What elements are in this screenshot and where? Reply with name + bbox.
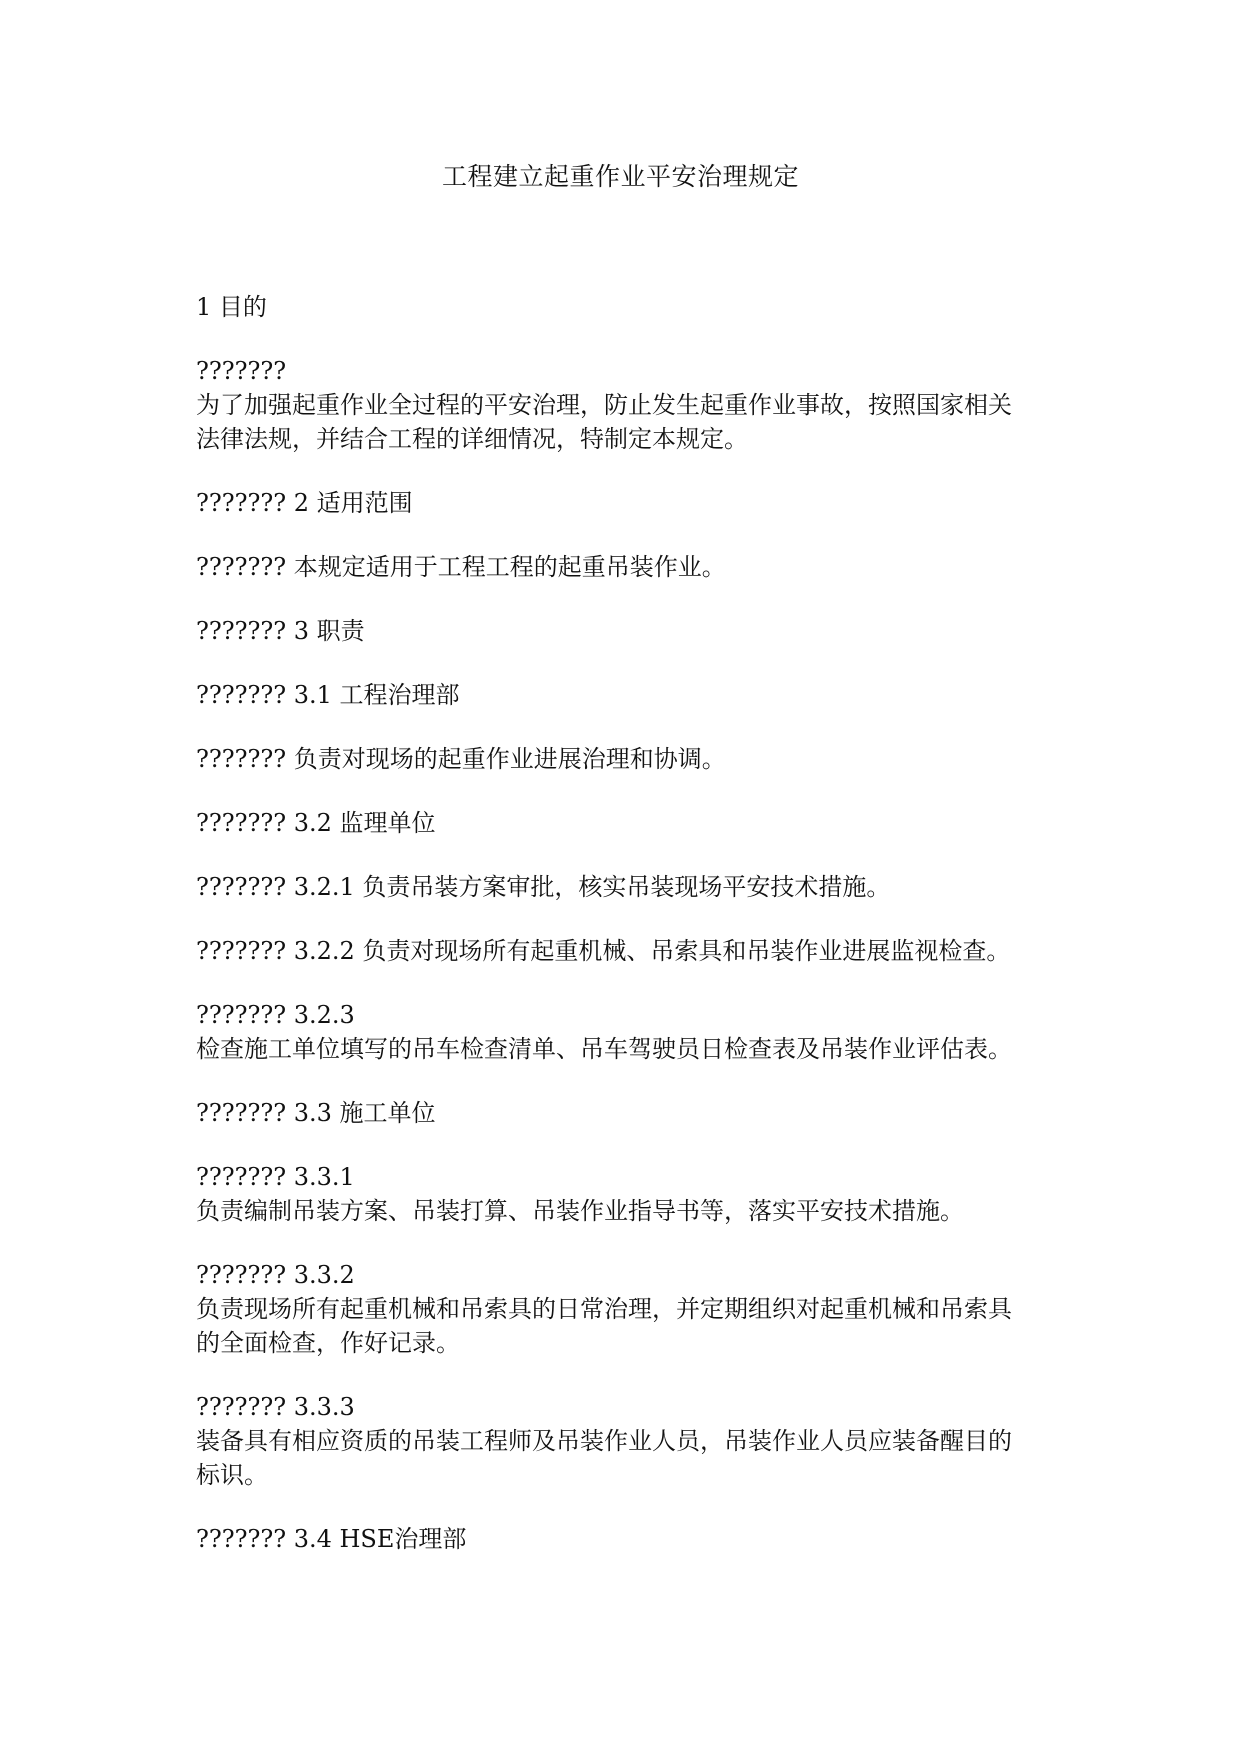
paragraph-line: ??????? 3.3.3 (196, 1393, 355, 1421)
document-paragraph (196, 742, 1056, 776)
document-paragraph (196, 1160, 1056, 1228)
paragraph-line: 检查施工单位填写的吊车检查清单、吊车驾驶员日检查表及吊装作业评估表。 (196, 1035, 1012, 1063)
paragraph-line: 的全面检查，作好记录。 (196, 1329, 460, 1357)
document-paragraph (196, 1390, 1056, 1492)
paragraph-line: 装备具有相应资质的吊装工程师及吊装作业人员，吊装作业人员应装备醒目的 (196, 1427, 1012, 1455)
paragraph-line: 法律法规，并结合工程的详细情况，特制定本规定。 (196, 425, 748, 453)
document-paragraph (196, 354, 1056, 456)
paragraph-line: 负责现场所有起重机械和吊索具的日常治理，并定期组织对起重机械和吊索具 (196, 1295, 1012, 1323)
paragraph-line: ??????? 3.3.1 (196, 1163, 355, 1191)
paragraph-line: ??????? 3.2.2 负责对现场所有起重机械、吊索具和吊装作业进展监视检查。 (196, 937, 1011, 965)
paragraph-line: ??????? 3 职责 (196, 617, 365, 645)
paragraph-line: 为了加强起重作业全过程的平安治理，防止发生起重作业事故，按照国家相关 (196, 391, 1012, 419)
paragraph-line: ??????? 负责对现场的起重作业进展治理和协调。 (196, 745, 726, 773)
paragraph-line: 标识。 (196, 1461, 268, 1489)
document-paragraph (196, 806, 1056, 840)
document-title: 工程建立起重作业平安治理规定 (441, 162, 799, 191)
document-paragraph (196, 614, 1056, 648)
document-paragraph (196, 1096, 1056, 1130)
document-paragraph (196, 678, 1056, 712)
document-paragraph (196, 934, 1056, 968)
paragraph-line: ??????? 3.4 HSE治理部 (196, 1525, 467, 1553)
paragraph-line: ??????? 3.3.2 (196, 1261, 355, 1289)
paragraph-line: ??????? 3.1 工程治理部 (196, 681, 460, 709)
paragraph-line: ??????? (196, 357, 287, 385)
document-paragraph (196, 1258, 1056, 1360)
paragraph-line: 1 目的 (196, 293, 267, 321)
document-body (196, 290, 1056, 1586)
document-paragraph (196, 870, 1056, 904)
paragraph-line: ??????? 3.2 监理单位 (196, 809, 436, 837)
paragraph-line: ??????? 本规定适用于工程工程的起重吊装作业。 (196, 553, 726, 581)
document-paragraph (196, 550, 1056, 584)
paragraph-line: 负责编制吊装方案、吊装打算、吊装作业指导书等，落实平安技术措施。 (196, 1197, 964, 1225)
paragraph-line: ??????? 2 适用范围 (196, 489, 413, 517)
document-paragraph (196, 486, 1056, 520)
document-paragraph (196, 1522, 1056, 1556)
document-paragraph (196, 290, 1056, 324)
document-paragraph (196, 998, 1056, 1066)
paragraph-line: ??????? 3.2.1 负责吊装方案审批，核实吊装现场平安技术措施。 (196, 873, 891, 901)
paragraph-line: ??????? 3.3 施工单位 (196, 1099, 436, 1127)
paragraph-line: ??????? 3.2.3 (196, 1001, 355, 1029)
